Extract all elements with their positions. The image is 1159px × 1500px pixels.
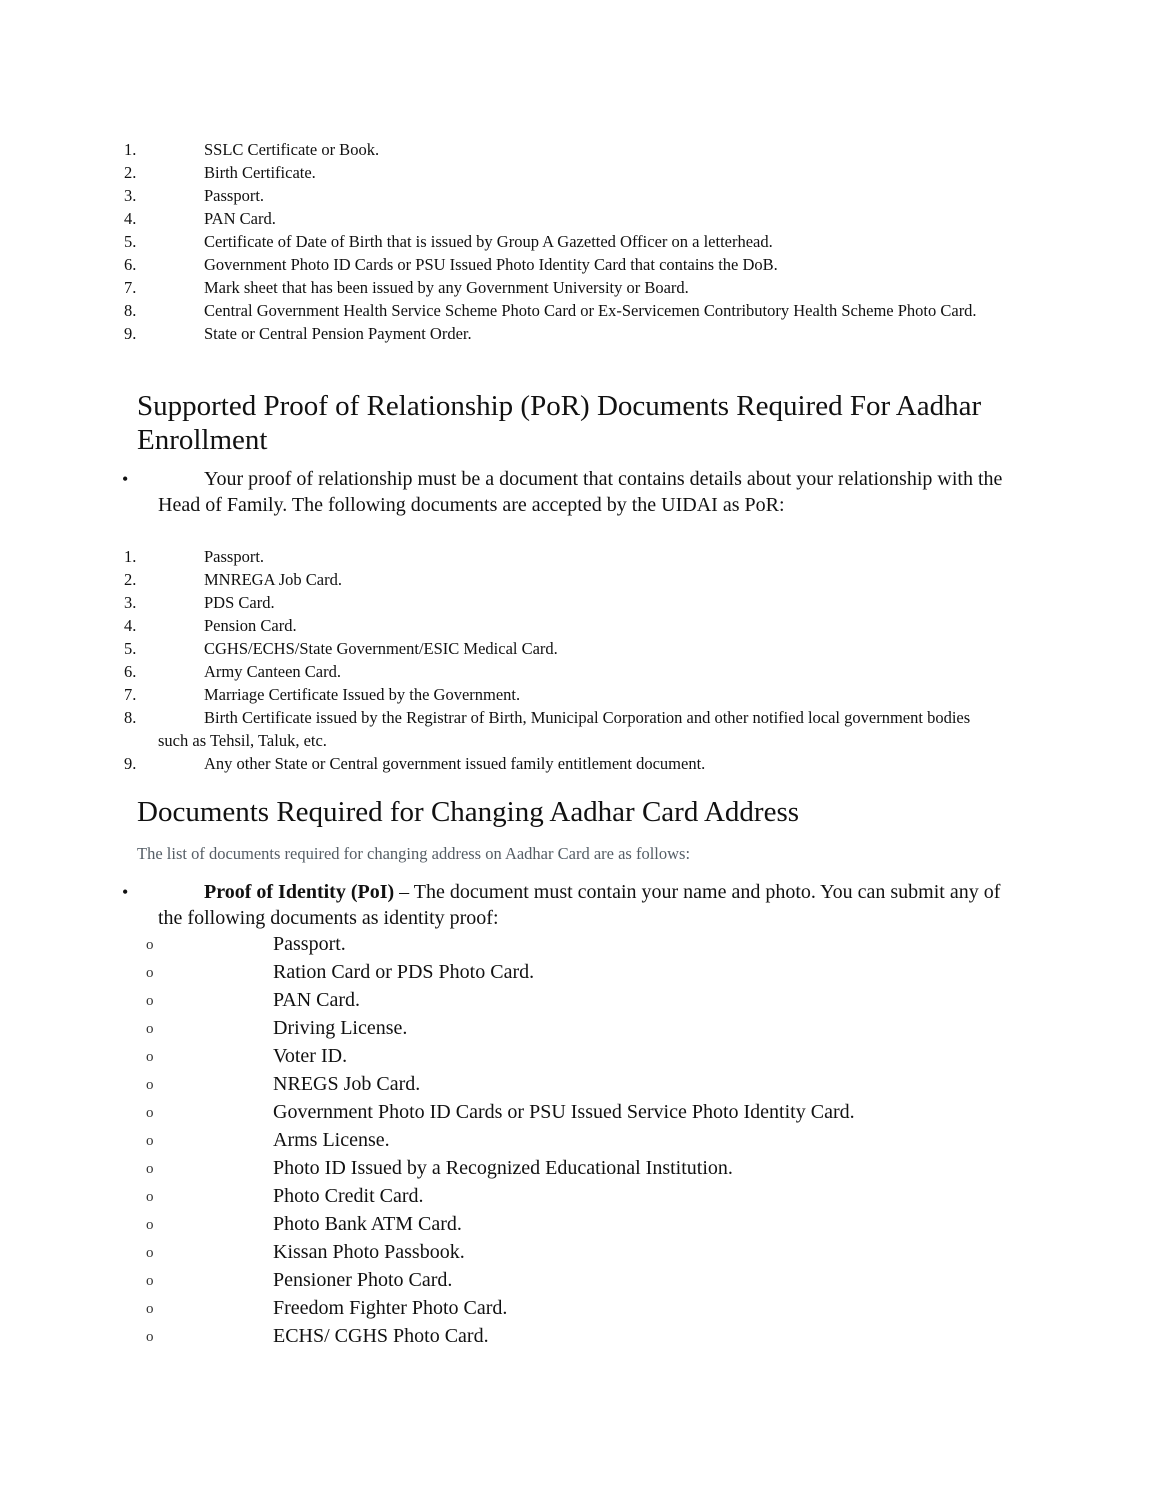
list-item: 6. Army Canteen Card. bbox=[124, 662, 342, 681]
list-item: o Photo ID Issued by a Recognized Educational Institution. bbox=[0, 1154, 1159, 1182]
por-heading: Supported Proof of Relationship (PoR) Documents Required For Aadhar Enrollment bbox=[137, 390, 982, 456]
list-item: 5. Certificate of Date of Birth that is issued by Group A Gazetted Officer on a letterhead. bbox=[124, 232, 773, 251]
list-item: o NREGS Job Card. bbox=[0, 1070, 1159, 1098]
circle-bullet-icon: o bbox=[146, 1077, 154, 1093]
circle-bullet-icon: o bbox=[146, 1133, 154, 1149]
list-item: o Pensioner Photo Card. bbox=[0, 1266, 1159, 1294]
circle-bullet-icon: o bbox=[146, 965, 154, 981]
list-item: o Freedom Fighter Photo Card. bbox=[0, 1294, 1159, 1322]
circle-bullet-icon: o bbox=[146, 1329, 154, 1345]
list-item: 4. Pension Card. bbox=[124, 616, 297, 635]
circle-bullet-icon: o bbox=[146, 1301, 154, 1317]
list-item: 9. Any other State or Central government issued family entitlement document. bbox=[124, 754, 706, 773]
list-item: 6. Government Photo ID Cards or PSU Issued Photo Identity Card that contains the DoB. bbox=[124, 255, 778, 274]
list-item: o Photo Bank ATM Card. bbox=[0, 1210, 1159, 1238]
circle-bullet-icon: o bbox=[146, 1217, 154, 1233]
list-item: 7. Marriage Certificate Issued by the Government. bbox=[124, 685, 521, 704]
list-item: o Photo Credit Card. bbox=[0, 1182, 1159, 1210]
circle-bullet-icon: o bbox=[146, 1161, 154, 1177]
list-item: 9. State or Central Pension Payment Order. bbox=[124, 324, 472, 343]
list-item: o ECHS/ CGHS Photo Card. bbox=[0, 1322, 1159, 1350]
list-item: o Passport. bbox=[0, 930, 1159, 958]
list-item: 8. Birth Certificate issued by the Registrar of Birth, Municipal Corporation and other notified local government bodies such as Tehsil, Taluk, etc. bbox=[124, 708, 971, 750]
list-item: 2. MNREGA Job Card. bbox=[124, 570, 342, 589]
list-item: o Ration Card or PDS Photo Card. bbox=[0, 958, 1159, 986]
por-intro: • Your proof of relationship must be a document that contains details about your relationship with the Head of Family. The following documents are accepted by the UIDAI as PoR: bbox=[122, 468, 1003, 516]
list-item: 2. Birth Certificate. bbox=[124, 163, 316, 182]
list-item: 3. PDS Card. bbox=[124, 593, 275, 612]
circle-bullet-icon: o bbox=[146, 1105, 154, 1121]
list-item: 7. Mark sheet that has been issued by any Government University or Board. bbox=[124, 278, 689, 297]
list-item: o Driving License. bbox=[0, 1014, 1159, 1042]
list-item: 1. SSLC Certificate or Book. bbox=[124, 140, 380, 159]
circle-bullet-icon: o bbox=[146, 1049, 154, 1065]
list-item: o Arms License. bbox=[0, 1126, 1159, 1154]
bullet-icon: • bbox=[122, 882, 129, 902]
list-item: 5. CGHS/ECHS/State Government/ESIC Medical Card. bbox=[124, 639, 558, 658]
list-item: 4. PAN Card. bbox=[124, 209, 276, 228]
list-item: o Voter ID. bbox=[0, 1042, 1159, 1070]
list-item: o Kissan Photo Passbook. bbox=[0, 1238, 1159, 1266]
circle-bullet-icon: o bbox=[146, 1021, 154, 1037]
list-item: o Government Photo ID Cards or PSU Issued Service Photo Identity Card. bbox=[0, 1098, 1159, 1126]
circle-bullet-icon: o bbox=[146, 993, 154, 1009]
circle-bullet-icon: o bbox=[146, 1273, 154, 1289]
circle-bullet-icon: o bbox=[146, 1189, 154, 1205]
poi-document-list bbox=[0, 930, 1159, 1350]
list-item: o PAN Card. bbox=[0, 986, 1159, 1014]
circle-bullet-icon: o bbox=[146, 1245, 154, 1261]
list-item: 8. Central Government Health Service Scheme Photo Card or Ex-Servicemen Contributory Health Scheme Photo Card. bbox=[124, 301, 977, 320]
dob-document-list bbox=[0, 138, 1159, 345]
bullet-icon: • bbox=[122, 469, 129, 489]
poi-intro: • Proof of Identity (PoI) – The document must contain your name and photo. You can submit any of the following documents as identity proof: bbox=[122, 881, 1001, 929]
address-subtitle: The list of documents required for changing address on Aadhar Card are as follows: bbox=[137, 844, 691, 863]
circle-bullet-icon: o bbox=[146, 937, 154, 953]
list-item: 1. Passport. bbox=[124, 547, 265, 566]
por-document-list bbox=[0, 545, 1159, 775]
poi-label: Proof of Identity (PoI) bbox=[204, 881, 395, 903]
list-item: 3. Passport. bbox=[124, 186, 265, 205]
address-heading: Documents Required for Changing Aadhar Card Address bbox=[137, 796, 800, 828]
